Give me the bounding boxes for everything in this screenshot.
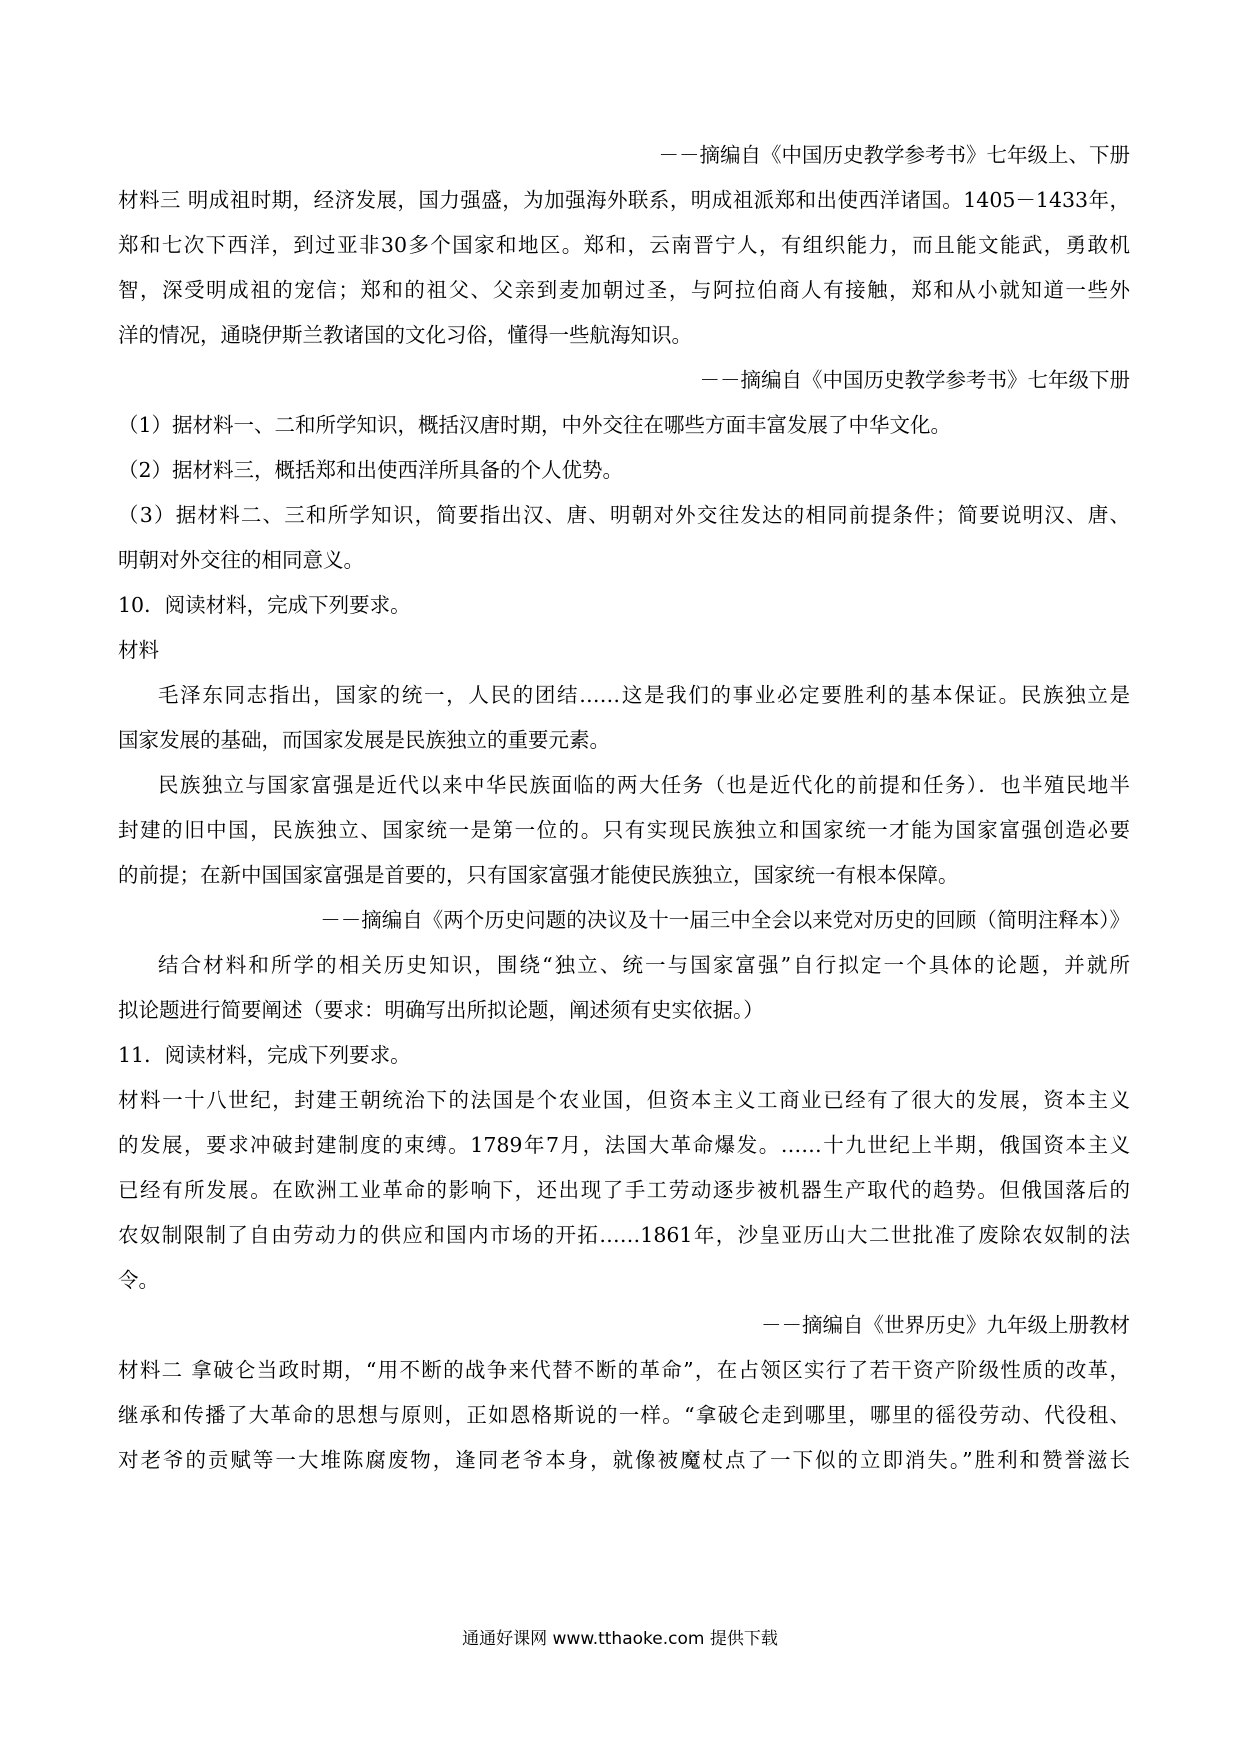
- paragraph-line: 已经有所发展。在欧洲工业革命的影响下，还出现了手工劳动逐步被机器生产取代的趋势。但俄国落后的: [118, 1178, 1130, 1202]
- paragraph-line: 农奴制限制了自由劳动力的供应和国内市场的开拓……1861年，沙皇亚历山大二世批准了废除农奴制的法: [118, 1223, 1130, 1247]
- paragraph-line: 毛泽东同志指出，国家的统一，人民的团结……这是我们的事业必定要胜利的基本保证。民族独立是: [158, 683, 1130, 707]
- question-item: （1）据材料一、二和所学知识，概括汉唐时期，中外交往在哪些方面丰富发展了中华文化。: [118, 413, 952, 437]
- question-heading: 10．阅读材料，完成下列要求。: [118, 593, 411, 617]
- paragraph-line: 郑和七次下西洋，到过亚非30多个国家和地区。郑和，云南晋宁人，有组织能力，而且能文能武，勇敢机: [118, 233, 1130, 257]
- page-footer: 通通好课网 www.tthaoke.com 提供下载: [462, 1629, 778, 1649]
- paragraph-line: 洋的情况，通晓伊斯兰教诸国的文化习俗，懂得一些航海知识。: [118, 323, 692, 347]
- paragraph-line: 智，深受明成祖的宠信；郑和的祖父、父亲到麦加朝过圣，与阿拉伯商人有接触，郑和从小就知道一些外: [118, 278, 1130, 302]
- paragraph-line: 国家发展的基础，而国家发展是民族独立的重要元素。: [118, 728, 610, 752]
- source-citation: －－摘编自《两个历史问题的决议及十一届三中全会以来党对历史的回顾（简明注释本）》: [320, 908, 1130, 932]
- question-item: （3）据材料二、三和所学知识，简要指出汉、唐、明朝对外交往发达的相同前提条件；简要说明汉、唐、: [118, 503, 1130, 527]
- question-item: （2）据材料三，概括郑和出使西洋所具备的个人优势。: [118, 458, 624, 482]
- paragraph-line: 民族独立与国家富强是近代以来中华民族面临的两大任务（也是近代化的前提和任务）．也半殖民地半: [158, 773, 1130, 797]
- paragraph-line: 材料二 拿破仑当政时期，“用不断的战争来代替不断的革命”，在占领区实行了若干资产阶级性质的改革，: [118, 1358, 1130, 1382]
- paragraph-line: 结合材料和所学的相关历史知识，围绕“独立、统一与国家富强”自行拟定一个具体的论题，并就所: [158, 953, 1130, 977]
- paragraph-line: 封建的旧中国，民族独立、国家统一是第一位的。只有实现民族独立和国家统一才能为国家富强创造必要: [118, 818, 1130, 842]
- source-citation: －－摘编自《世界历史》九年级上册教材: [761, 1313, 1130, 1337]
- question-heading: 11．阅读材料，完成下列要求。: [118, 1043, 411, 1067]
- paragraph-line: 的发展，要求冲破封建制度的束缚。1789年7月，法国大革命爆发。……十九世纪上半期，俄国资本主义: [118, 1133, 1130, 1157]
- paragraph-line: 令。: [118, 1268, 159, 1292]
- paragraph-line: 明朝对外交往的相同意义。: [118, 548, 364, 572]
- paragraph-line: 拟论题进行简要阐述（要求：明确写出所拟论题，阐述须有史实依据。）: [118, 998, 764, 1022]
- source-citation: －－摘编自《中国历史教学参考书》七年级下册: [699, 368, 1130, 392]
- paragraph-line: 继承和传播了大革命的思想与原则，正如恩格斯说的一样。“拿破仑走到哪里，哪里的徭役劳动、代役租、: [118, 1403, 1130, 1427]
- paragraph-line: 材料三 明成祖时期，经济发展，国力强盛，为加强海外联系，明成祖派郑和出使西洋诸国。1405－1433年，: [118, 188, 1130, 212]
- paragraph-line: 对老爷的贡赋等一大堆陈腐废物，逢同老爷本身，就像被魔杖点了一下似的立即消失。”胜利和赞誉滋长: [118, 1448, 1130, 1472]
- source-citation: －－摘编自《中国历史教学参考书》七年级上、下册: [658, 143, 1130, 167]
- paragraph-line: 材料一十八世纪，封建王朝统治下的法国是个农业国，但资本主义工商业已经有了很大的发展，资本主义: [118, 1088, 1130, 1112]
- paragraph-line: 的前提；在新中国国家富强是首要的，只有国家富强才能使民族独立，国家统一有根本保障。: [118, 863, 959, 887]
- material-label: 材料: [118, 638, 159, 662]
